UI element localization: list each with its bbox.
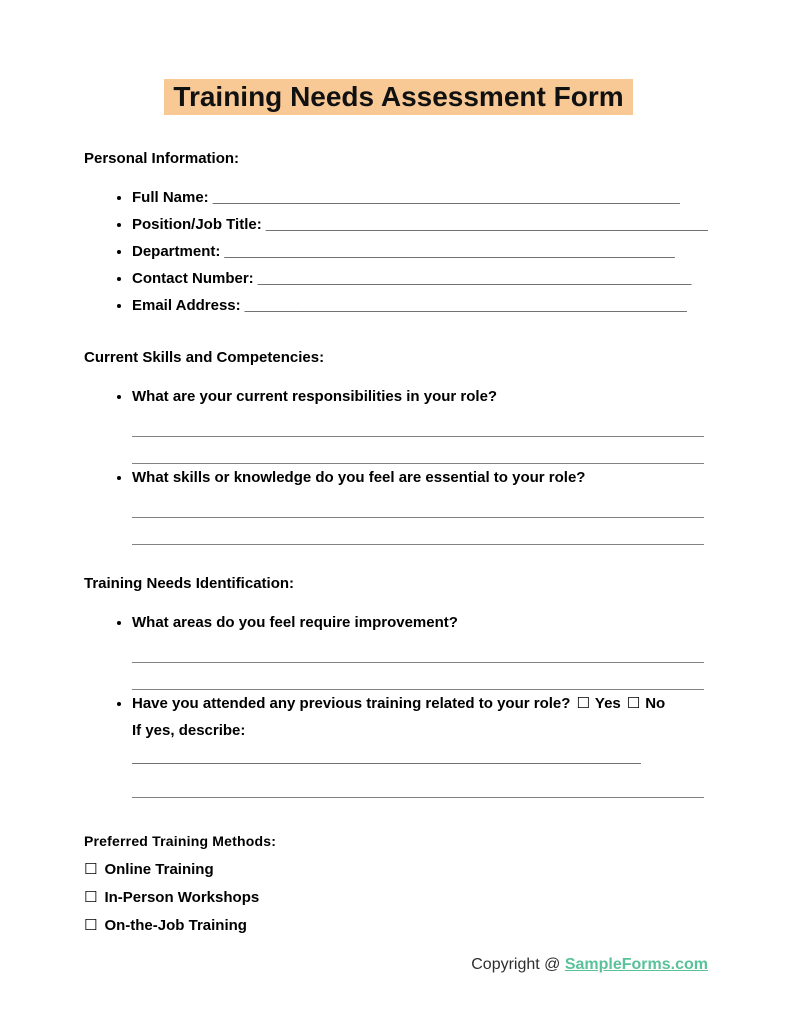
field-row-full-name [132,184,704,211]
footer [471,956,708,974]
answer-line [132,437,704,464]
option-label: On-the-Job Training [104,917,247,934]
no-checkbox-icon[interactable]: ☐ [626,695,641,712]
followup-blank-line: _____________________________________________________________ [132,749,641,766]
question-text [132,690,704,717]
checkbox-icon[interactable]: ☐ [84,917,98,934]
question-text: • What skills or knowledge do you feel are essential to your role? [132,469,586,486]
yes-checkbox-icon[interactable]: ☐ [576,695,590,712]
document-content [84,150,708,940]
title-row [0,0,797,115]
answer-line [132,663,704,690]
blank-line: _____________________________________________________ [265,216,708,233]
section-heading-personal-information: Personal Information: [84,150,240,167]
followup-label: If yes, describe: [132,722,246,739]
section-heading-training-needs: Training Needs Identification: [84,575,295,592]
personal-info-list [84,184,708,319]
question-previous-training [132,690,704,798]
option-label: Online Training [104,861,214,878]
blank-line: _____________________________________________________ [244,297,687,314]
question-essential-skills [132,464,704,545]
answer-line [132,491,704,518]
answer-line [132,518,704,545]
yes-label: Yes [594,695,621,712]
field-row-department [132,238,704,265]
blank-line: ____________________________________________________ [257,270,692,287]
field-label-position-job-title: Position/Job Title: [132,216,262,233]
training-needs-list [84,609,704,798]
option-online-training [84,856,704,884]
option-label: In-Person Workshops [104,889,260,906]
field-label-full-name: Full Name: [132,189,209,206]
checkbox-icon[interactable]: ☐ [84,861,98,878]
field-label-contact-number: Contact Number: [132,270,254,287]
current-skills-list [84,383,704,545]
option-on-the-job-training [84,912,704,940]
no-label: No [645,695,666,712]
field-row-email-address [132,292,704,319]
field-label-email-address: Email Address: [132,297,241,314]
section-heading-preferred-methods: Preferred Training Methods: [84,833,277,849]
checkbox-icon[interactable]: ☐ [84,889,98,906]
question-text: • What are your current responsibilities in your role? [132,388,498,405]
question-current-responsibilities [132,383,704,464]
page-title: Training Needs Assessment Form [164,79,632,115]
answer-line [132,410,704,437]
question-text: • What areas do you feel require improvement? [132,614,458,631]
question-areas-improvement [132,609,704,690]
field-row-position-job-title [132,211,708,238]
footer-link-sampleforms[interactable]: SampleForms.com [564,956,708,973]
option-in-person-workshops [84,884,704,912]
question-text-label: Have you attended any previous training related to your role? [132,695,571,712]
field-row-contact-number [132,265,704,292]
blank-line: ______________________________________________________ [224,243,675,260]
answer-line [132,636,704,663]
copyright-text: Copyright @ [471,956,565,973]
field-label-department: Department: [132,243,221,260]
section-heading-current-skills: Current Skills and Competencies: [84,349,325,366]
preferred-methods-options [84,856,704,940]
blank-line: ________________________________________________________ [212,189,680,206]
answer-line [132,771,704,798]
